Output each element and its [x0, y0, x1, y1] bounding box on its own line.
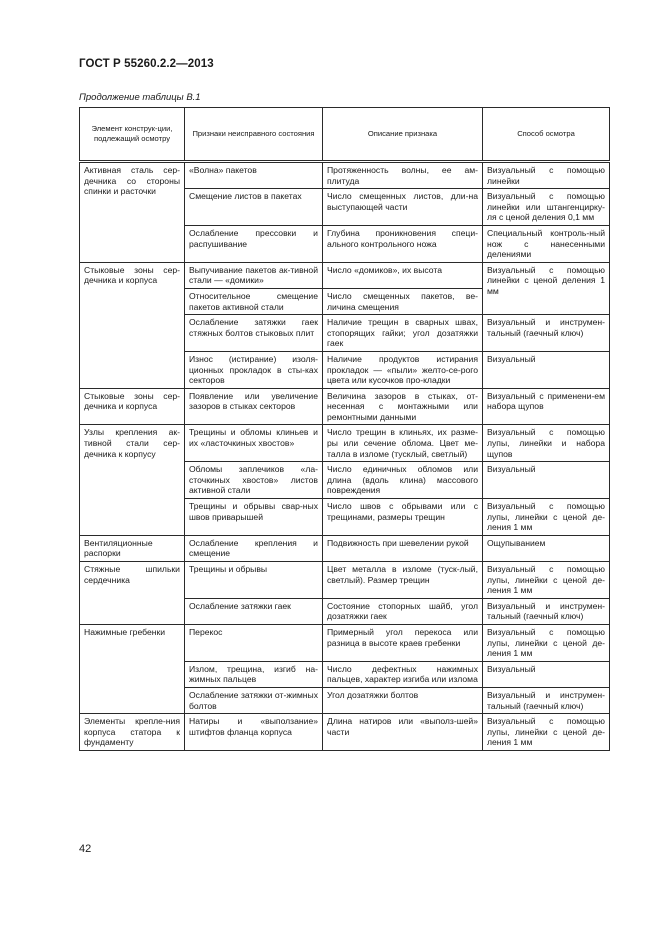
cell-sign: Ослабление затяжки от-жимных болтов	[185, 687, 323, 713]
cell-method: Ощупыванием	[483, 535, 610, 561]
cell-description: Цвет металла в изломе (туск-лый, светлый). Размер трещин	[323, 562, 483, 599]
cell-sign: Трещины и обрывы свар-ных швов приварышей	[185, 499, 323, 536]
cell-method: Визуальный	[483, 661, 610, 687]
cell-method: Визуальный и инструмен-тальный (гаечный ключ)	[483, 687, 610, 713]
cell-method: Визуальный и инструмен-тальный (гаечный ключ)	[483, 598, 610, 624]
cell-sign: Ослабление затяжки гаек стяжных болтов стыковых плит	[185, 315, 323, 352]
cell-sign: Износ (истирание) изоля-ционных прокладок в сты-ках секторов	[185, 351, 323, 388]
cell-method: Визуальный с помощью лупы, линейки и набора щупов	[483, 425, 610, 462]
cell-description: Состояние стопорных шайб, угол дозатяжки гаек	[323, 598, 483, 624]
cell-description: Протяженность волны, ее ам-плитуда	[323, 162, 483, 189]
cell-element: Стыковые зоны сер-дечника и корпуса	[80, 262, 185, 388]
table-row	[80, 535, 610, 561]
cell-description: Число единичных обломов или длина (вдоль клина) массового повреждения	[323, 462, 483, 499]
cell-description: Длина натиров или «выполз-шей» части	[323, 714, 483, 751]
cell-element: Стыковые зоны сер-дечника и корпуса	[80, 388, 185, 425]
cell-sign: «Волна» пакетов	[185, 162, 323, 189]
cell-method: Визуальный с помощью линейки	[483, 162, 610, 189]
cell-method: Специальный контроль-ный нож с нанесенными делениями	[483, 225, 610, 262]
cell-method: Визуальный	[483, 462, 610, 499]
cell-sign: Выпучивание пакетов ак-тивной стали — «домики»	[185, 262, 323, 288]
cell-sign: Перекос	[185, 624, 323, 661]
cell-description: Число «домиков», их высота	[323, 262, 483, 288]
cell-description: Наличие продуктов истирания прокладок — «пыли» желто-се-рого цвета или кусочков про-кладки	[323, 351, 483, 388]
cell-method: Визуальный с помощью лупы, линейки с ценой де-ления 1 мм	[483, 499, 610, 536]
cell-description: Число дефектных нажимных пальцев, характер изгиба или излома	[323, 661, 483, 687]
cell-method: Визуальный	[483, 351, 610, 388]
table-row	[80, 162, 610, 189]
cell-method: Визуальный с помощью линейки с ценой деления 1 мм	[483, 262, 610, 314]
cell-element: Элементы крепле-ния корпуса статора к фундаменту	[80, 714, 185, 751]
table-row	[80, 262, 610, 288]
cell-description: Величина зазоров в стыках, от-несенная с монтажными или ремонтными данными	[323, 388, 483, 425]
cell-sign: Относительное смещение пакетов активной стали	[185, 288, 323, 314]
cell-description: Число смещенных пакетов, ве-личина смещения	[323, 288, 483, 314]
cell-sign: Трещины и обломы клиньев и их «ласточкиных хвостов»	[185, 425, 323, 462]
table-caption: Продолжение таблицы В.1	[79, 92, 201, 103]
table-header-row	[80, 108, 610, 162]
cell-method: Визуальный с помощью лупы, линейки с ценой де-ления 1 мм	[483, 714, 610, 751]
cell-sign: Излом, трещина, изгиб на-жимных пальцев	[185, 661, 323, 687]
cell-element: Узлы крепления ак-тивной стали сер-дечника к корпусу	[80, 425, 185, 535]
document-header: ГОСТ Р 55260.2.2—2013	[79, 58, 214, 70]
table-row	[80, 388, 610, 425]
table-row	[80, 425, 610, 462]
column-header-element: Элемент конструк-ции, подлежащий осмотру	[80, 108, 185, 162]
cell-description: Наличие трещин в сварных швах, стопорящих гайки; угол дозатяжки гаек	[323, 315, 483, 352]
cell-sign: Натиры и «выползание» штифтов фланца корпуса	[185, 714, 323, 751]
cell-sign: Смещение листов в пакетах	[185, 189, 323, 226]
cell-element: Стяжные шпильки сердечника	[80, 562, 185, 625]
column-header-sign: Признаки неисправного состояния	[185, 108, 323, 162]
cell-description: Глубина проникновения специ-ального контрольного ножа	[323, 225, 483, 262]
cell-sign: Ослабление затяжки гаек	[185, 598, 323, 624]
table-row	[80, 714, 610, 751]
cell-method: Визуальный и инструмен-тальный (гаечный ключ)	[483, 315, 610, 352]
cell-description: Число швов с обрывами или с трещинами, размеры трещин	[323, 499, 483, 536]
table-row	[80, 624, 610, 661]
cell-method: Визуальный с помощью линейки или штангенцирку-ля с ценой деления 0,1 мм	[483, 189, 610, 226]
cell-description: Подвижность при шевелении рукой	[323, 535, 483, 561]
cell-description: Число трещин в клиньях, их разме-ры или сечение облома. Цвет ме-талла в изломе (тусклый, светлый)	[323, 425, 483, 462]
cell-sign: Трещины и обрывы	[185, 562, 323, 599]
column-header-description: Описание признака	[323, 108, 483, 162]
cell-sign: Появление или увеличение зазоров в стыках секторов	[185, 388, 323, 425]
cell-description: Число смещенных листов, дли-на выступающей части	[323, 189, 483, 226]
cell-element: Активная сталь сер-дечника со стороны спинки и расточки	[80, 162, 185, 263]
cell-sign: Обломы заплечиков «ла-сточкиных хвостов» листов активной стали	[185, 462, 323, 499]
cell-sign: Ослабление крепления и смещение	[185, 535, 323, 561]
cell-method: Визуальный с помощью лупы, линейки с ценой де-ления 1 мм	[483, 624, 610, 661]
inspection-table	[79, 107, 610, 751]
cell-element: Нажимные гребенки	[80, 624, 185, 713]
column-header-method: Способ осмотра	[483, 108, 610, 162]
cell-method: Визуальный с применени-ем набора щупов	[483, 388, 610, 425]
cell-description: Примерный угол перекоса или разница в высоте краев гребенки	[323, 624, 483, 661]
cell-method: Визуальный с помощью лупы, линейки с ценой де-ления 1 мм	[483, 562, 610, 599]
page-number: 42	[79, 843, 92, 855]
cell-sign: Ослабление прессовки и распушивание	[185, 225, 323, 262]
cell-description: Угол дозатяжки болтов	[323, 687, 483, 713]
cell-element: Вентиляционные распорки	[80, 535, 185, 561]
table-row	[80, 562, 610, 599]
